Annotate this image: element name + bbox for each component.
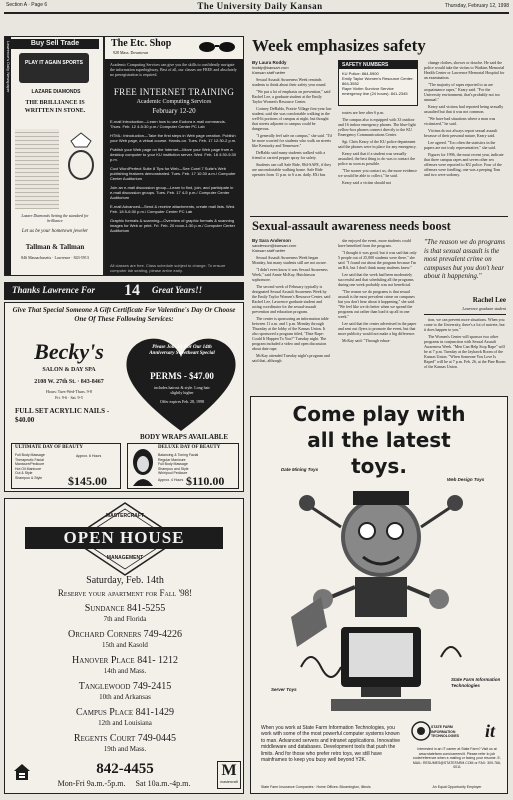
reserve-line: Reserve your apartment for Fall '98! [57, 588, 193, 598]
pull-quote-rule [424, 314, 506, 315]
paragraph: Figures for 1996, the most recent year, indicate that three campus rapes and seven other sex offenses were reported to KU police. Four of the offenses were fondling, one was a peeping Tom and two were sodomy. [424, 152, 504, 177]
thanks-banner [4, 282, 244, 300]
jeweler-address: 846 Massachusetts · Lawrence · 843-5913 [21, 255, 89, 260]
paragraph: Sexual Assault Awareness Week began Monday, but many students still are not aware. [252, 255, 327, 265]
state-farm-body: When you work at State Farm Information Technologies, you work with some of the most powerful computer systems known to man. Advanced servers and intranet applications. Innovative middleware and databases. Development tools that push the limits. And for those who prefer retro toys, we still have mainframes to keep you busy well beyond Y2K. [261, 725, 400, 764]
label-sfit: State Farm Information Technologies [451, 677, 501, 688]
deluxe-price: $110.00 [186, 474, 225, 488]
acs-session: Cool WordPerfect Suite 8 Tips for Web—See Corel 7 Suite's Web publishing features demonstrated. Tues. Feb. 17 10:30 a.m./ Computer Center Auditorium [110, 166, 236, 181]
etc-shop-name: The Etc. Shop [111, 38, 172, 49]
header-rule [4, 12, 509, 14]
acs-subtitle: Academic Computing Services [136, 99, 212, 105]
paragraph: Keary said that if a student was sexually assaulted, the best thing to do was to contact the police as soon as possible. [338, 151, 416, 166]
etc-shop-address: 928 Mass. Downtown [113, 50, 149, 55]
property-name: Sundance 841-5255 [84, 603, 166, 614]
beckys-headline: Give That Special Someone A Gift Certificate For Valentine's Day Or Choose One Of These Following Services: [12, 306, 236, 323]
acs-session: E-mail Introduction—Learn how to use Eudora e-mail commands. Thurs. Feb. 12 4-5:30 p.m./ Computer Center PC Lab [110, 119, 226, 129]
thanks-text-left: Thanks Lawrence For [12, 285, 96, 295]
paragraph: Lee agreed. "Too often the statistics in the papers are not truly representative," she said. [424, 140, 496, 150]
paragraph: McKay said: "Through educa- [342, 338, 391, 343]
beckys-sub: SALON & DAY SPA [42, 367, 96, 373]
property-address: 19th and Mass. [103, 745, 147, 753]
diamond-ring-icon [63, 133, 99, 183]
state-farm-logo-icon [411, 721, 431, 741]
heart-expiry: Offer expires Feb. 28, 1998 [159, 399, 205, 404]
ultimate-item: Hot Oil Manicure [15, 466, 42, 471]
mastercraft-hours: Mon-Fri 9a.m.-5p.m. Sat 10a.m.-4p.m. [57, 779, 191, 788]
deluxe-item: Full Body Massage [158, 462, 188, 466]
paragraph: "I thought it was good, but it was sad that only 5 people out of 25,000 students were there," she said. "I found out about the program because I'm an RA, but I don't think many students knew." [338, 250, 417, 270]
issue-date: Thursday, February 12, 1998 [444, 3, 509, 9]
heart-details: includes haircut & style. Long hair slightly higher [154, 385, 210, 395]
deluxe-item: Regular Manicure [158, 457, 186, 462]
pull-quote-role: Lawrence graduate student [462, 306, 506, 311]
lazare-body-text [15, 129, 59, 209]
safety-number: Rape Victim Survivor Service emergency line (24 hours): 841-2345 [342, 86, 408, 96]
left-strip [4, 36, 104, 276]
acs-session: HTML: Introduction—Take the first steps in Web page creation. Publish your Web page, a virtual course. Hands-on. Tues. Feb. 17 12:30-2 p.m. [110, 133, 237, 143]
property-name: Tanglewood 749-2415 [78, 681, 172, 692]
mastercraft-badge-bottom: MANAGEMENT [106, 555, 144, 561]
acs-title: FREE INTERNET TRAINING [113, 87, 235, 97]
deluxe-approx: Approx. 4 Hours [158, 478, 184, 482]
pull-quote-name: Rachel Lee [472, 296, 506, 304]
woman-portrait-icon [131, 448, 155, 486]
paragraph: McKay attended Tuesday night's program and said that, although [252, 353, 330, 363]
sidebar-text: Lawrence's Daily Newspaper [6, 41, 11, 93]
acs-sessions [110, 119, 238, 259]
beckys-ad [4, 302, 244, 492]
ultimate-item: Full Body Massage [15, 453, 45, 457]
assault-byline: By Sara Anderson [252, 238, 291, 243]
paragraph: Keary said victims had reported being sexually assaulted but that it was not common. [424, 104, 504, 114]
section-rule [250, 216, 508, 217]
paragraph: Victims do not always report sexual assault because of their personal nature, Keary said. [424, 128, 498, 138]
paragraph: Sgt. Chris Keary of the KU police department said the phones were in place for any emergency. [338, 139, 417, 149]
ultimate-package [11, 443, 121, 489]
ultimate-item: Shampoo & Style [15, 475, 43, 480]
heart-promo: Please Join Us For Our 14th Anniversary Sweetheart Special [149, 345, 215, 356]
paragraph: tion, we can prevent more situations. When you come to the University, there's a lot of naivete, but it does happen to you." [424, 317, 505, 332]
safety-col-3 [424, 60, 506, 213]
deluxe-item: Whirlpool Pedicure [158, 471, 188, 475]
paragraph: she enjoyed the event, more students could have benefited from the program. [338, 238, 411, 248]
masthead: The University Daily Kansan [197, 1, 323, 11]
assault-col-3 [424, 317, 506, 390]
mastercraft-logo [217, 761, 241, 789]
jeweler-logo: Tallman & Tallman [25, 243, 85, 251]
acs-session: Graphic formats & scanning—Overview of graphic formats & scanning images for Web or print. Fri. Feb. 20 noon-1:30 p.m./ Computer Center Auditorium [110, 218, 236, 233]
sunglasses-icon [197, 40, 237, 54]
safety-number: KU Police: 864-5900 [342, 71, 379, 76]
state-farm-contact: Interested in an IT career at State Farm? Visit us at www.statefarm.com/careers/it. Please refer to job code/reference when e-mailing or faxing your resume. E-MAIL: RESUMES@STATEFARM.COM or FAX: 309-766-0011 [412, 747, 502, 769]
paragraph: routes are free after 6 p.m. [342, 110, 385, 115]
paragraph: change clothes, shower or douche. He said the police would take the victim to Watkins Memorial Health Center or Lawrence Memorial Hospital for an examination. [424, 60, 505, 80]
label-server: Server Toys [271, 687, 297, 692]
hometown-tagline: Let us be your hometown jeweler [21, 229, 89, 234]
section-label: Section A · Page 6 [6, 2, 48, 8]
property-address: 7th and Florida [103, 615, 147, 623]
thanks-number: 14 [124, 282, 140, 299]
paragraph: The second week of February typically is designated Sexual Assault Awareness Week by the Emily Taylor Women's Resource Center, said Rachel Lee, Lawrence graduate student and acting coordinator for the sexual-assault prevention and education program. [252, 284, 331, 314]
acs-intro: Academic Computing Services can give you the skills to confidently navigate the information superhighway. Best of all, our classes are FREE and absolutely no preregistration is required. [110, 62, 237, 77]
safety-numbers-list [339, 69, 417, 98]
mastercraft-logo-m: M [221, 762, 237, 779]
state-farm-logo [411, 721, 503, 743]
lazare-header: LAZARE DIAMONDS [31, 89, 81, 95]
assault-byline-email: sanderson@kansan.com [252, 243, 297, 248]
safety-col-2 [338, 110, 418, 213]
play-it-again-text: PLAY IT AGAIN SPORTS [25, 60, 83, 66]
state-farm-logo-mark: it [484, 721, 495, 741]
ultimate-item: Therapeutic Facial [15, 457, 44, 462]
property-address: 10th and Arkansas [99, 693, 151, 701]
perms-price: PERMS - $47.00 [150, 371, 214, 381]
state-farm-ad [250, 396, 508, 794]
lazare-caption: Lazare Diamonds Setting the standard for brilliance [21, 213, 89, 223]
safety-byline-email: lroddy@kansan.com [252, 65, 289, 70]
paragraph: "We put a lot of emphasis on prevention," said Rachel Lee, a graduate student at the Emily Taylor Women's Resource Center. [252, 89, 331, 104]
thanks-text-right: Great Years!! [152, 285, 203, 295]
label-web-design: Web Design Toys [447, 477, 485, 482]
paragraph: "The sooner you contact us, the more evidence we would be able to collect," he said. [338, 168, 417, 178]
brilliance-headline: THE BRILLIANCE IS WRITTEN IN STONE. [24, 100, 86, 114]
mastercraft-badge-top: MASTERCRAFT [105, 513, 145, 519]
deluxe-items [158, 453, 236, 475]
state-farm-headline: Come play with all the latest toys. [292, 402, 466, 478]
etc-acs-ad [104, 36, 244, 276]
assault-article [250, 218, 508, 390]
deluxe-item: Balancing & Toning Facial [158, 453, 199, 457]
paragraph: "I generally feel safe on campus," she said. "I'd be more worried for students who walk on streets like Kentucky and Tennessee." [252, 133, 332, 148]
beckys-address: 2108 W. 27th St. · 843-8467 [34, 379, 104, 385]
state-farm-fine-print: State Farm Insurance Companies · Home Offices: Bloomington, Illinois [261, 785, 371, 789]
paragraph: Lee said that the center advertised in the paper and sent out flyers to promote the event, but that more publicity would not make a big difference. [338, 321, 417, 336]
ultimate-item: Cut & Style [15, 471, 33, 475]
property-list [15, 603, 235, 759]
ultimate-item: Manicure/Pedicure [15, 462, 45, 466]
safety-byline-role: Kansan staff writer [252, 70, 286, 75]
property-name: Regents Court 749-0445 [73, 733, 177, 744]
assault-headline: Sexual-assault awareness needs boost [252, 219, 451, 233]
deluxe-package [127, 443, 239, 489]
paragraph: The center is sponsoring an information table between 11 a.m. and 1 p.m. Monday through Thursday at the lobby of the Kansas Union. It also sponsored a program titled, "Date Rape: Could It Happen To You?" Tuesday night. The program included a video and open discussion about date rape. [252, 316, 329, 351]
property-name: Orchard Corners 749-4226 [67, 629, 182, 640]
etc-shop-banner [105, 37, 243, 59]
deluxe-item: Shampoo and Style [158, 466, 189, 471]
safety-numbers-box [338, 60, 418, 106]
body-wraps: BODY WRAPS AVAILABLE [139, 433, 229, 441]
acs-session: Publish your Web page on the Internet—Move your Web page from a desktop computer to your KU institution server. Wed. Feb. 18 4:30-5:30 p.m. [110, 147, 236, 162]
acs-session: Join an e-mail discussion group—Learn to find, join, and participate in e-mail discussion groups. Tues. Feb. 17 4-5 p.m./ Computer Center Auditorium [110, 185, 234, 200]
mastercraft-phone: 842-4455 [96, 761, 154, 777]
paragraph: Lee said that the week had been moderately successful and that scheduling all the programs during one week probably was not beneficial. [338, 272, 414, 287]
paragraph: Cortney DeBaldo, Prairie Village first-year law student, said she was comfortable walking in the well-lit portions of campus at night, but thought that streets adjacent to campus could be dangerous. [252, 106, 332, 131]
paragraph: Students can call Safe Ride, 864-SAFE, if they are uncomfortable walking home. Safe Ride operates from 11 p.m. to 6 a.m. daily. $Xi bus [252, 162, 332, 177]
safety-article [250, 36, 508, 214]
safety-headline: Week emphasizes safety [252, 36, 426, 55]
mastercraft-logo-sub: mastercraft [220, 780, 238, 784]
property-name: Campus Place 841-1429 [76, 707, 174, 718]
ultimate-title: ULTIMATE DAY OF BEAUTY [15, 445, 83, 450]
acrylic-nails: FULL SET ACRYLIC NAILS - $40.00 [15, 407, 110, 424]
play-it-again-logo [19, 53, 89, 83]
acs-footer: All classes are free. Class schedule subject to change. To ensure computer lab seating, please arrive early. [110, 263, 226, 273]
open-house-title: OPEN HOUSE [25, 527, 223, 549]
mastercraft-ad [4, 498, 244, 794]
assault-byline-role: Kansan staff writer [252, 248, 286, 253]
safety-number: Emily Taylor Women's Resource Center: 864-3552 [342, 76, 414, 86]
acs-session: E-mail Advanced—Send & receive attachments, create mail lists. Wed. Feb. 18 5-6:30 p.m./ Computer Center PC Lab [110, 204, 236, 214]
beckys-hours-2: Fri. 9-6 · Sat. 9-5 [55, 395, 83, 400]
paragraph: "The majority of rapes reported to us are acquaintance rapes," Keary said. "For the University environment, that's probably not too unusual." [424, 82, 500, 102]
deluxe-title: DELUXE DAY OF BEAUTY [158, 445, 221, 450]
safety-col-1 [252, 77, 332, 213]
vertical-sidebar-text [5, 37, 11, 275]
beckys-logo: Becky's [34, 339, 104, 364]
paragraph: Keary said a victim should not [342, 180, 391, 185]
paragraph: Sexual Assault Awareness Week reminds students to think about their safety year round. [252, 77, 327, 87]
paragraph: "The reason we do programs is that sexual assault is the most prevalent crime on campuses but you don't hear about it happening," she said. "We feel like we do better when we spread the programs out rather than load it up all in one week." [338, 289, 416, 319]
property-address: 12th and Louisiana [98, 719, 152, 727]
open-house-date: Saturday, Feb. 14th [86, 575, 164, 586]
label-date-mining: Date Mining Toys [281, 467, 319, 472]
assault-col-1 [252, 255, 332, 390]
ultimate-price: $145.00 [68, 474, 107, 488]
state-farm-eeo: An Equal Opportunity Employer [432, 785, 482, 789]
equal-housing-icon [13, 763, 31, 781]
acs-dates: February 12-20 [152, 107, 196, 115]
paragraph: The Women's Center will sponsor two other programs in conjunction with Sexual Assault Awareness Week. "Men Can Help Stop Rape" will be at 7 p.m. Tuesday at the Jayhawk Room of the Kansas Union. "When Someone You Love Is Raped" will be at 7 p.m. Feb. 26, at the Pine Room of the Kansas Union. [424, 334, 506, 369]
property-address: 14th and Mass. [103, 667, 147, 675]
ultimate-approx: Approx. 6 Hours [76, 454, 102, 458]
state-farm-logo-text: STATE FARM INFORMATION TECHNOLOGIES [431, 725, 460, 738]
paragraph: The campus also is equipped with 33 outdoor and 16 indoor emergency phones. The blue-light yellow-box phones connect directly to the KU Emergency Communications Center. [338, 117, 416, 137]
safety-byline: By Laura Roddy [252, 60, 287, 65]
pull-quote: "The reason we do programs is that sexual assault is the most prevalent crime on campuses but you don't hear about it happening." [424, 238, 505, 280]
paragraph: "We have had situations where a man was victimized," he said. [424, 116, 496, 126]
beckys-hours-1: Hours: Tues-Wed-Thurs. 9-8 [45, 389, 92, 394]
assault-col-2 [338, 238, 418, 390]
safety-numbers-title: SAFETY NUMBERS [339, 61, 417, 69]
paragraph: DeBaldo said many students walked with a friend or carried pepper spray for safety. [252, 150, 326, 160]
property-name: Hanover Place 841- 1212 [71, 655, 179, 666]
ultimate-items [15, 453, 75, 483]
paragraph: "I didn't even know it was Sexual Awareness Week," said Annie McKay, Hutchinson sophomore. [252, 267, 328, 282]
buy-sell-trade-top: Buy Sell Trade [11, 39, 99, 49]
property-address: 15th and Kasold [102, 641, 148, 649]
